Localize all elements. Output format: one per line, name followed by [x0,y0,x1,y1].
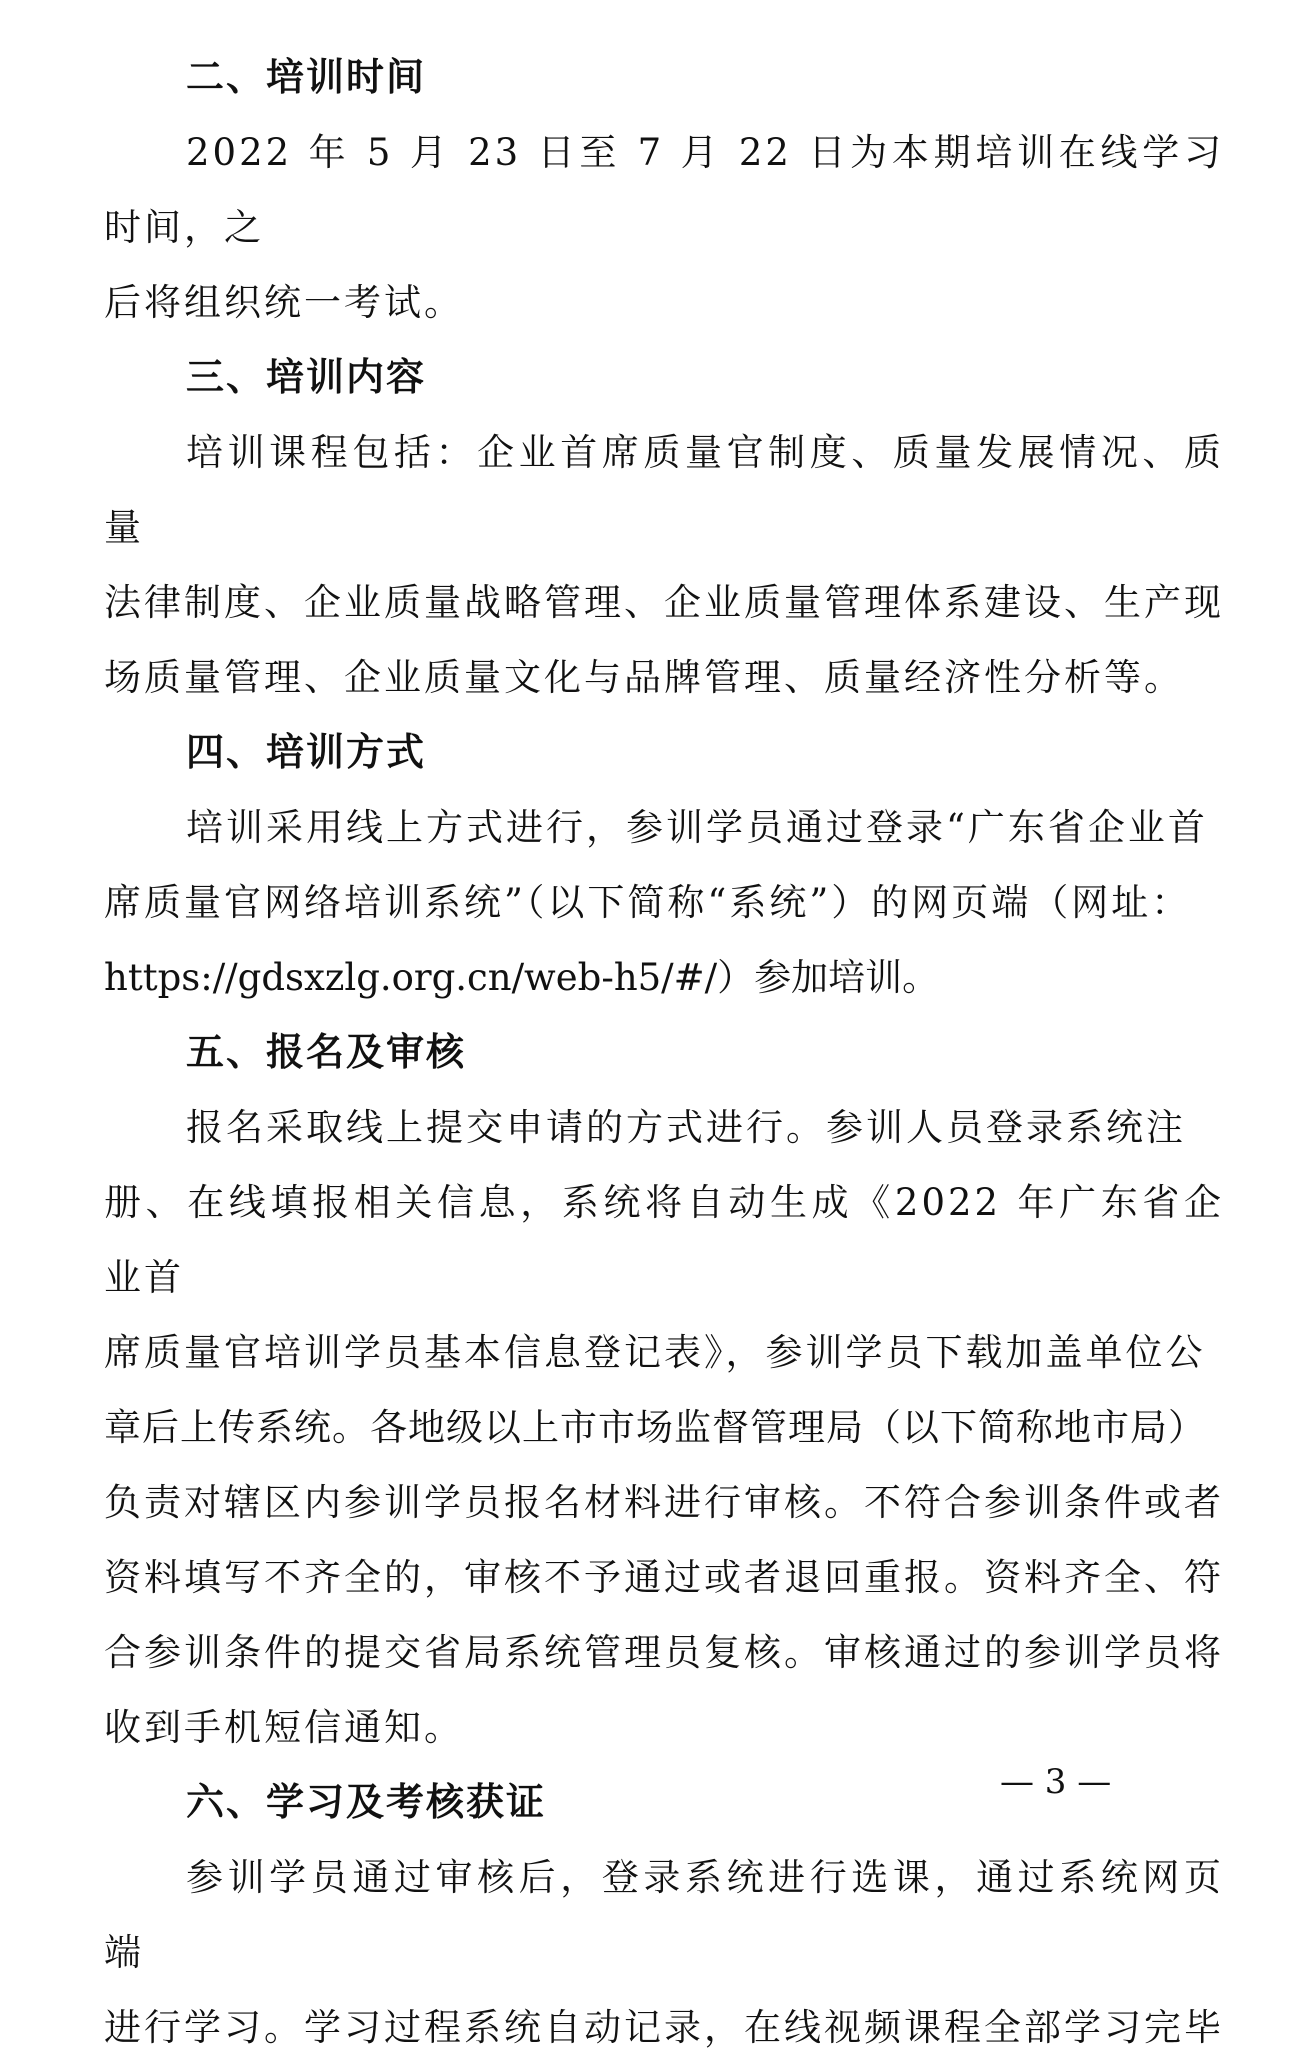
text-line: 负责对辖区内参训学员报名材料进行审核。不符合参训条件或者 [104,1481,1224,1524]
section-heading-training-content: 三、培训内容 [186,355,427,399]
text-line: 后将组织统一考试。 [104,281,464,324]
text-line: 收到手机短信通知。 [104,1706,464,1749]
text-line: 法律制度、企业质量战略管理、企业质量管理体系建设、生产现 [104,581,1224,624]
text-line: 资料填写不齐全的，审核不予通过或者退回重报。资料齐全、符 [104,1556,1224,1599]
page-number: — 3 — [1000,1762,1112,1802]
text-line: 报名采取线上提交申请的方式进行。参训人员登录系统注 [186,1106,1186,1149]
text-line: 参训学员通过审核后，登录系统进行选课，通过系统网页端 [104,1856,1224,1974]
text-line: 席质量官培训学员基本信息登记表》，参训学员下载加盖单位公 [104,1331,1206,1374]
text-line: 培训课程包括：企业首席质量官制度、质量发展情况、质量 [104,431,1224,549]
text-line: 册、在线填报相关信息，系统将自动生成《2022 年广东省企业首 [104,1181,1224,1299]
section-paragraph-training-method [104,790,1224,1015]
section-heading-study-certification: 六、学习及考核获证 [186,1780,547,1824]
text-line: 2022 年 5 月 23 日至 7 月 22 日为本期培训在线学习时间，之 [104,131,1224,249]
section-paragraph-training-time [104,115,1224,340]
text-line: https://gdsxzlg.org.cn/web-h5/#/）参加培训。 [104,956,940,999]
section-paragraph-training-content [104,415,1224,715]
section-paragraph-study-certification [104,1840,1224,2065]
text-line: 进行学习。学习过程系统自动记录，在线视频课程全部学习完毕 [104,2006,1224,2049]
section-heading-training-method: 四、培训方式 [186,730,427,774]
section-heading-training-time: 二、培训时间 [186,55,427,99]
section-heading-registration: 五、报名及审核 [186,1030,467,1074]
text-line: 章后上传系统。各地级以上市市场监督管理局（以下简称地市局） [104,1406,1206,1449]
text-line: 席质量官网络培训系统”（以下简称“系统”）的网页端（网址： [104,881,1192,924]
text-line: 培训采用线上方式进行，参训学员通过登录“广东省企业首 [186,806,1208,849]
section-paragraph-registration [104,1090,1224,1765]
text-line: 合参训条件的提交省局系统管理员复核。审核通过的参训学员将 [104,1631,1224,1674]
text-line: 场质量管理、企业质量文化与品牌管理、质量经济性分析等。 [104,656,1184,699]
